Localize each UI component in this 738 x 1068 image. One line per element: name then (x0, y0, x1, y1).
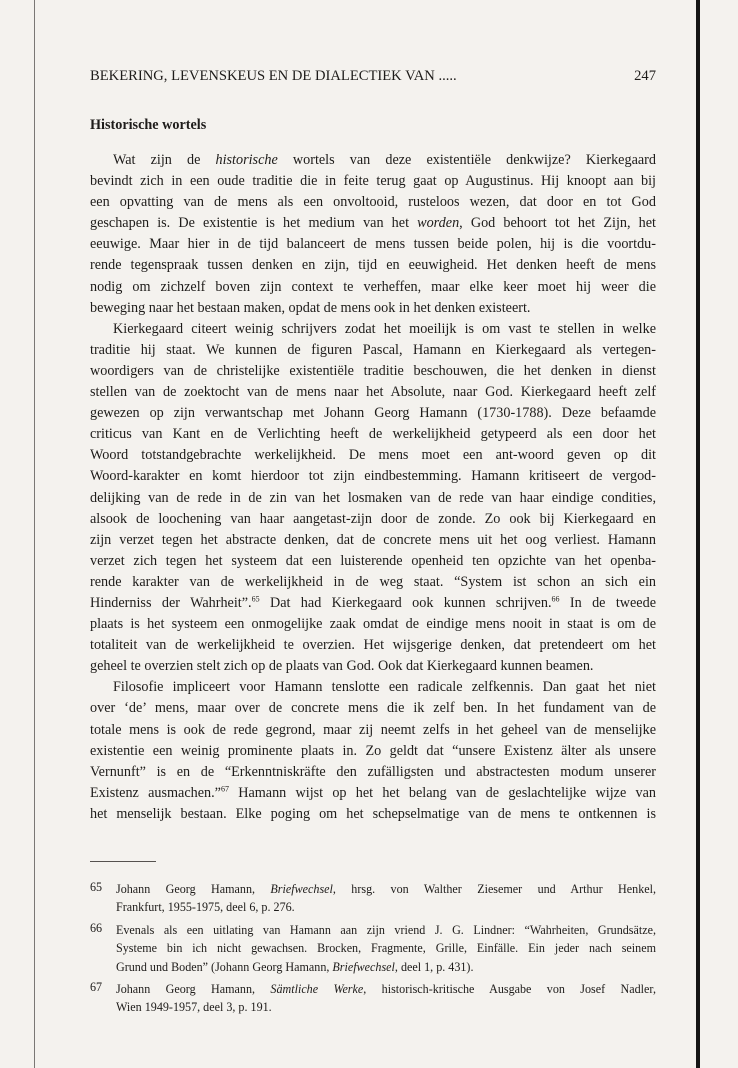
text-line: Wat zijn de historische wortels van deze existentiële denkwijze? Kierkegaard (113, 152, 656, 168)
text-line: totaliteit van de werkelijkheid te overzien. Het wijsgerige denken, dat pretendeert om het (90, 637, 656, 654)
section-heading: Historische wortels (90, 117, 207, 133)
text-line: het menselijk bestaan. Elke poging om het schepselmatige van de mens te ontkennen is (90, 805, 656, 822)
text-line: eeuwige. Maar hier in de tijd balanceert de mens tussen beide polen, hij is die voortdu- (90, 236, 656, 253)
text-line: plaats is het systeem een onmogelijke zaak omdat de eindige mens nooit in staat is om de (90, 616, 656, 633)
text-line: nodig om zichzelf boven zijn context te verheffen, maar elke keer moet hij weer die (90, 278, 656, 295)
text-line: rende tegenspraak tussen denken en zijn, tijd en eeuwigheid. Het denken heeft de mens (90, 257, 656, 274)
running-title: BEKERING, LEVENSKEUS EN DE DIALECTIEK VAN ..... (90, 68, 457, 84)
text-line: verzet zich tegen het systeem dat een luisterende openheid ten opzichte van het openba- (90, 552, 656, 569)
text-line: gewezen op zijn verwantschap met Johann Georg Hamann (1730-1788). Deze befaamde (90, 405, 656, 422)
paragraph-3 (90, 677, 656, 825)
page-edge-left (34, 0, 35, 1068)
footnote-number: 66 (90, 920, 103, 935)
text-line: Woord totstandgebrachte werkelijkheid. De mens moet een ant-woord geven op dit (90, 447, 656, 464)
text-line: Hinderniss der Wahrheit”.$^{65}$ Dat had Kierkegaard ook kunnen schrijven.$^{66}$ In de tweede (90, 594, 656, 611)
text-line: delijking van de rede in de zin van het losmaken van de rede van haar eindige condities, (90, 489, 656, 506)
text-line: Kierkegaard citeert weinig schrijvers zodat het moeilijk is om vast te stellen in welke (113, 320, 656, 337)
footnote-ref-65[interactable]: 65 (251, 594, 260, 604)
text-line: beweging naar het bestaan maken, opdat de mens ook in het denken existeert. (90, 299, 531, 316)
footnote-line: Grund und Boden” (Johann Georg Hamann, Briefwechsel, deel 1, p. 431). (116, 959, 474, 974)
text-line: Woord-karakter en komt hierdoor tot zijn eindbestemming. Hamann kritiseert de vergod- (90, 468, 656, 485)
text-line: alsook de loochening van haar aangetast-zijn door de zonde. Zo ook bij Kierkegaard en (90, 510, 656, 527)
text-line: over ‘de’ mens, maar over de concrete mens die ik zelf ben. In het fundament van de (90, 700, 656, 717)
footnotes (90, 880, 656, 1021)
footnote-66 (90, 921, 656, 976)
body-text (90, 150, 656, 825)
footnote-ref-67[interactable]: 67 (220, 784, 229, 794)
text-line: totale mens is ook de rede gegrond, maar zij neemt zelfs in het geheel van de menselijke (90, 721, 656, 738)
footnote-line: Evenals als een uitlating van Hamann aan zijn vriend J. G. Lindner: “Wahrheiten, Grundsätze, (116, 922, 656, 937)
paragraph-1 (90, 150, 656, 319)
text-line: traditie hij staat. We kunnen de figuren Pascal, Hamann en Kierkegaard als vertegen- (90, 341, 656, 358)
text-line: criticus van Kant en de Verlichting heeft de werkelijkheid getypeerd als een door het (90, 426, 656, 443)
text-line: Vernunft” is en de “Erkenntniskräfte den zufälligsten und abstractesten modum unserer (90, 763, 656, 780)
text-line: een opvatting van de mens als een onvoltooid, rusteloos wezen, dat door en tot God (90, 194, 656, 211)
text-line: bevindt zich in een oude traditie die in feite terug gaat op Augustinus. Hij knoopt aan bij (90, 173, 656, 190)
footnote-line: Wien 1949-1957, deel 3, p. 191. (116, 1000, 272, 1015)
footnote-number: 65 (90, 880, 103, 894)
footnote-67 (90, 980, 656, 1017)
text-line: Filosofie impliceert voor Hamann tenslotte een radicale zelfkennis. Dan gaat het niet (113, 679, 656, 696)
text-line: woordigers van de christelijke existentiële traditie beschouwen, die het denken in dienst (90, 362, 656, 379)
footnote-line: Systeme bin ich nicht gewachsen. Brocken, Fragmente, Grille, Einfälle. Ein jeder nach seinem (116, 941, 656, 956)
footnote-ref-66[interactable]: 66 (551, 594, 560, 604)
text-line: rende karakter van de werkelijkheid in de weg staat. “System ist schon an sich ein (90, 573, 656, 590)
footnote-65 (90, 880, 656, 917)
text-line: geschapen is. De existentie is het medium van het worden, God behoort tot het Zijn, het (90, 215, 656, 232)
footnote-line: Johann Georg Hamann, Briefwechsel, hrsg. von Walther Ziesemer und Arthur Henkel, (116, 882, 656, 896)
running-header (90, 68, 656, 92)
text-line: Existenz ausmachen.”$^{67}$ Hamann wijst op het het belang van de geslachtelijke wijze van (90, 784, 656, 801)
page-edge-right (696, 0, 700, 1068)
footnote-line: Johann Georg Hamann, Sämtliche Werke, historisch-kritische Ausgabe von Josef Nadler, (116, 982, 656, 997)
text-line: existentie een weinig prominente plaats in. Zo geldt dat “unsere Existenz älter als unsere (90, 742, 656, 759)
footnote-line: Frankfurt, 1955-1975, deel 6, p. 276. (116, 900, 295, 915)
text-line: zijn verzet tegen het abstracte denken, dat de concrete mens uit het oog verliest. Hamann (90, 531, 656, 548)
text-line: geheel te overzien stelt zich op de plaats van God. Ook dat Kierkegaard kunnen beamen. (90, 658, 594, 675)
footnote-separator (90, 861, 156, 862)
text-line: stellen van de zoektocht van de mens naar het Absolute, naar God. Kierkegaard heeft zelf (90, 384, 656, 401)
footnote-number: 67 (90, 980, 103, 995)
paragraph-2 (90, 319, 656, 678)
page-number: 247 (634, 68, 656, 84)
